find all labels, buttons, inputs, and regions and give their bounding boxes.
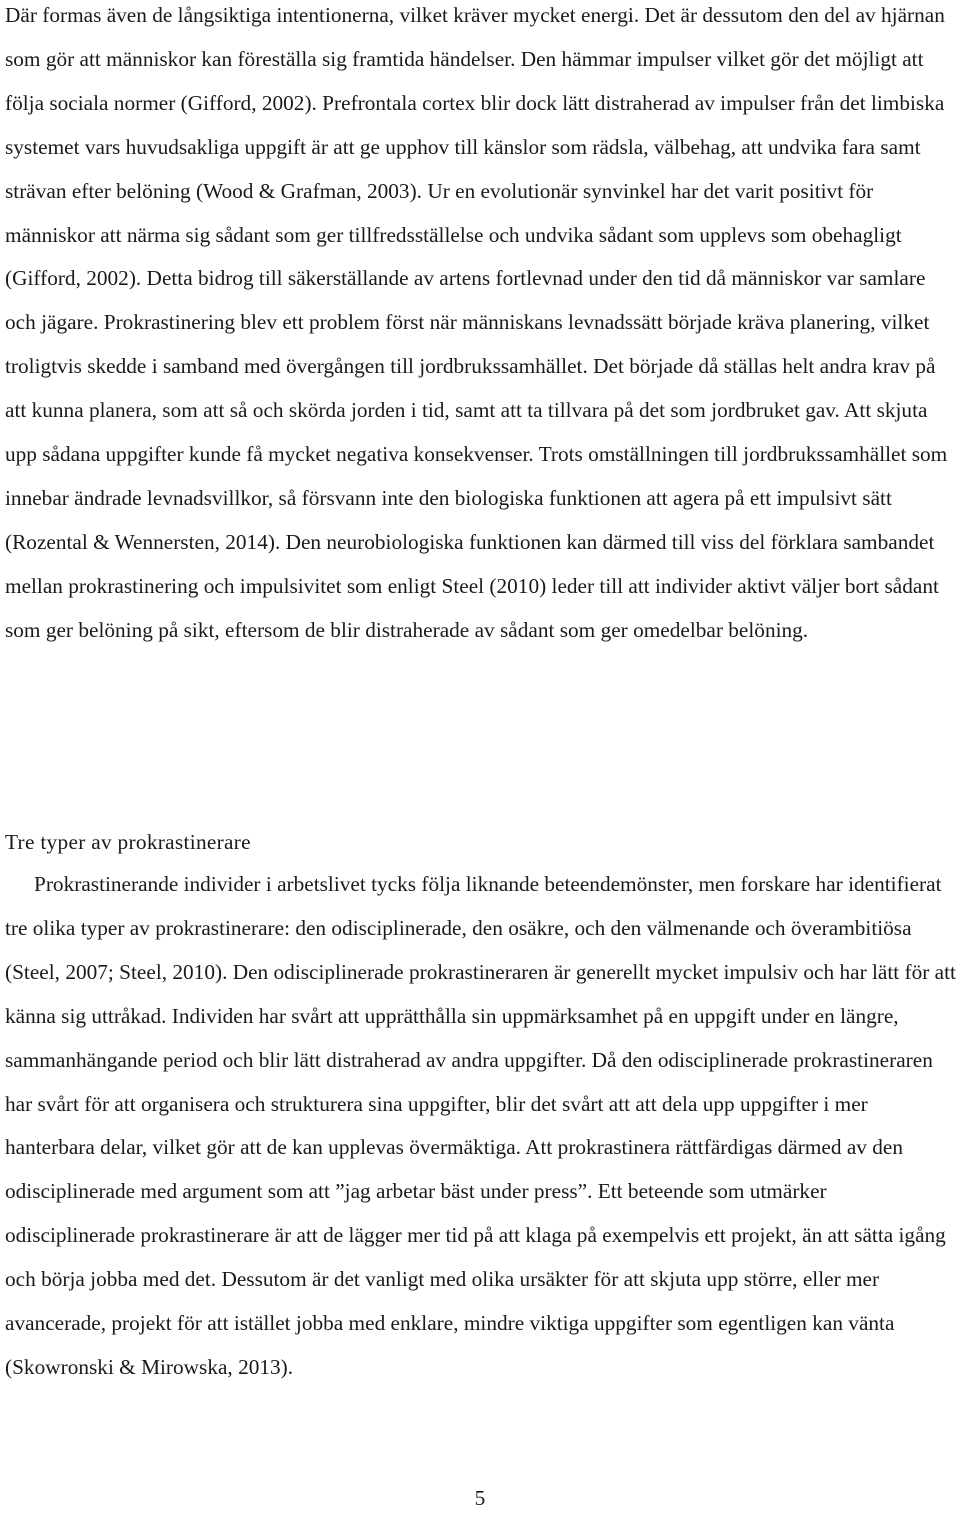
body-paragraph-1: Där formas även de långsiktiga intentionerna, vilket kräver mycket energi. Det är dessutom den del av hjärnan som gör att människor kan föreställa sig framtida händelser. Den hämmar impulser vilket gör det möjligt att följa sociala normer (Gifford, 2002). Prefrontala cortex blir dock lätt distraherad av impulser från det limbiska systemet vars huvudsakliga uppgift är att ge upphov till känslor som rädsla, välbehag, att undvika fara samt strävan efter belöning (Wood & Grafman, 2003). Ur en evolutionär synvinkel har det varit positivt för människor att närma sig sådant som ger tillfredsställelse och undvika sådant som upplevs som obehagligt (Gifford, 2002). Detta bidrog till säkerställande av artens fortlevnad under den tid då människor var samlare och jägare. Prokrastinering blev ett problem först när människans levnadssätt började kräva planering, vilket troligtvis skedde i samband med övergången till jordbrukssamhället. Det började då ställas helt andra krav på att kunna planera, som att så och skörda jorden i tid, samt att ta tillvara på det som jordbruket gav. Att skjuta upp sådana uppgifter kunde få mycket negativa konsekvenser. Trots omställningen till jordbrukssamhället som innebar ändrade levnadsvillkor, så försvann inte den biologiska funktionen att agera på ett impulsivt sätt (Rozental & Wennersten, 2014). Den neurobiologiska funktionen kan därmed till viss del förklara sambandet mellan prokrastinering och impulsivitet som enligt Steel (2010) leder till att individer aktivt väljer bort sådant som ger belöning på sikt, eftersom de blir distraherade av sådant som ger omedelbar belöning.	[5, 3, 948, 642]
body-paragraph-2: Prokrastinerande individer i arbetslivet tycks följa liknande beteendemönster, men forskare har identifierat tre olika typer av prokrastinerare: den odisciplinerade, den osäkre, och den välmenande och överambitiösa (Steel, 2007; Steel, 2010). Den odisciplinerade prokrastineraren är generellt mycket impulsiv och har lätt för att känna sig uttråkad. Individen har svårt att upprätthålla sin uppmärksamhet på en uppgift under en längre, sammanhängande period och blir lätt distraherad av andra uppgifter. Då den odisciplinerade prokrastineraren har svårt för att organisera och strukturera sina uppgifter, blir det svårt att att dela upp uppgifter i mer hanterbara delar, vilket gör att de kan upplevas övermäktiga. Att prokrastinera rättfärdigas därmed av den odisciplinerade med argument som att ”jag arbetar bäst under press”. Ett beteende som utmärker odisciplinerade prokrastinerare är att de lägger mer tid på att klaga på exempelvis ett projekt, än att sätta igång och börja jobba med det. Dessutom är det vanligt med olika ursäkter för att skjuta upp större, eller mer avancerade, projekt för att istället jobba med enklare, mindre viktiga uppgifter som egentligen kan vänta (Skowronski & Mirowska, 2013).	[5, 872, 956, 1379]
section-heading: Tre typer av prokrastinerare	[5, 830, 251, 854]
page-number: 5	[474, 1486, 486, 1510]
